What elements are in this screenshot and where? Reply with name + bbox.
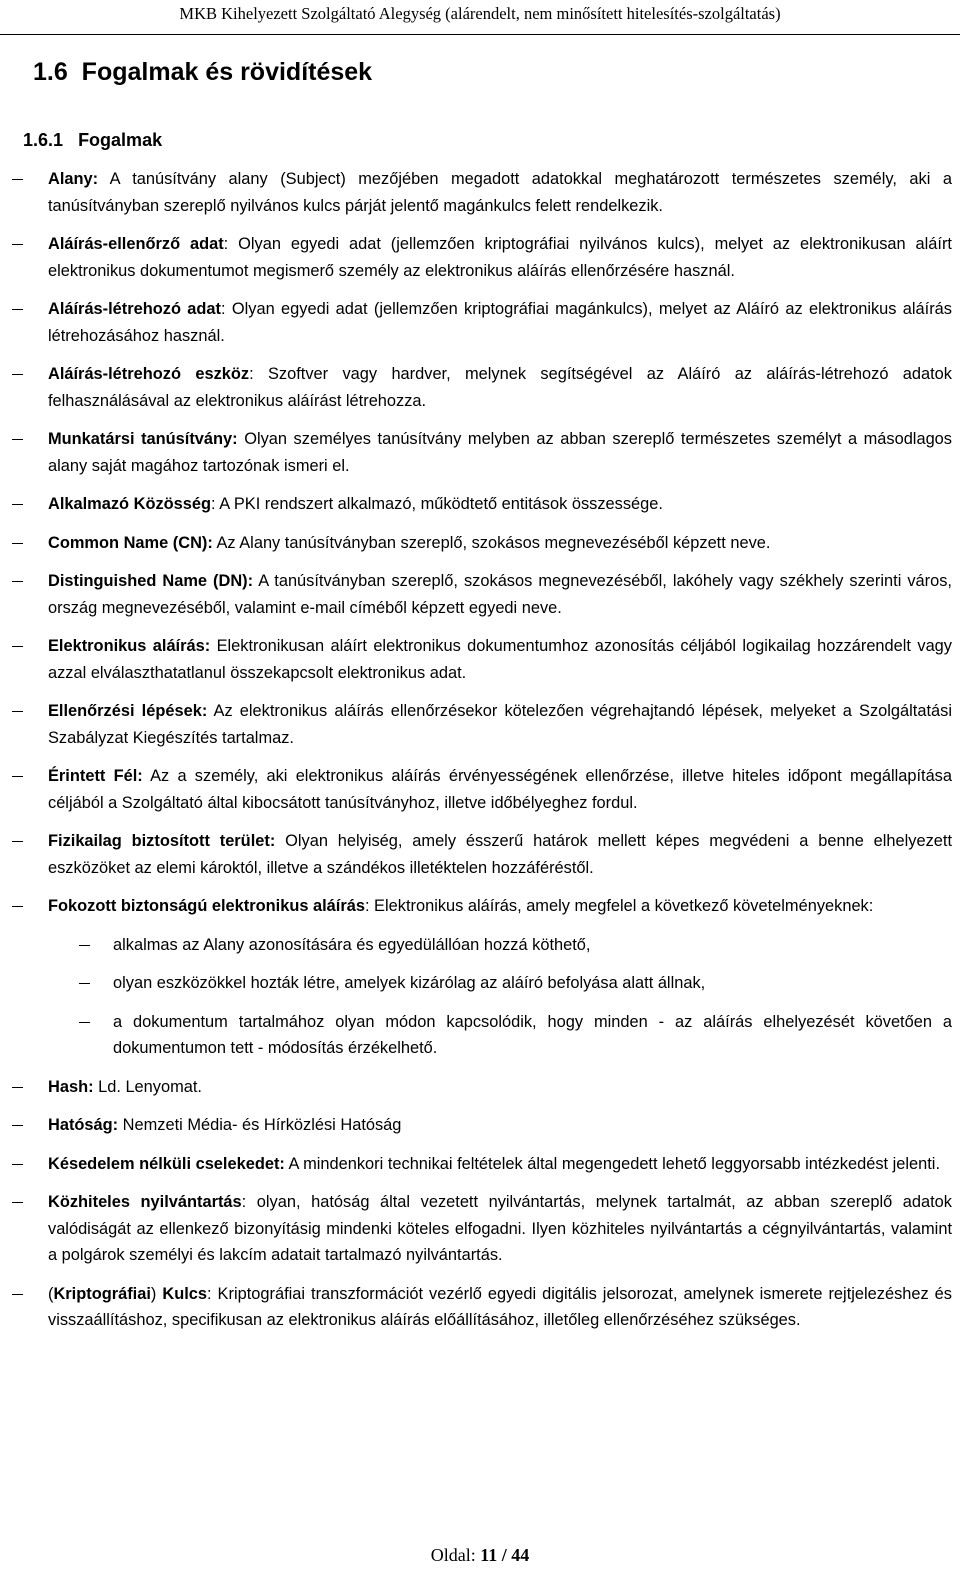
definition-term: Hatóság: [48,1116,119,1134]
definition-term: Érintett Fél: [48,767,143,785]
definition-item [0,231,952,284]
section-heading [33,58,372,87]
definition-text: Olyan helyiség, amely ésszerű határok mellett képes megvédeni a benne elhelyezett eszközöket az elemi károktól, illetve a szándékos illetéktelen hozzáféréstől. [48,832,952,877]
definition-text: Az elektronikus aláírás ellenőrzésekor kötelezően végrehajtandó lépések, melyeket a Szolgáltatási Szabályzat Kiegészítés tartalmaz. [48,702,952,747]
dash-bullet [12,1087,23,1088]
definition-item [0,1151,952,1178]
definition-item [0,361,952,414]
dash-bullet [12,504,23,505]
definition-term: Munkatársi tanúsítvány: [48,430,238,448]
sub-list-item [0,970,952,997]
definition-text: : olyan, hatóság által vezetett nyilvántartás, melynek tartalmát, az abban szereplő adatok valódiságát az ellenkező bizonyításig mindenki köteles elfogadni. Ilyen közhiteles nyilvántartás a cégnyilvántartás, valamint a polgárok személyi és lakcím adatait tartalmazó nyilvántartás. [48,1193,952,1264]
dash-bullet [12,841,23,842]
definition-text: : Olyan egyedi adat (jellemzően kriptográfiai magánkulcs), melyet az Aláíró az elektronikus aláírás létrehozásához használ. [48,300,952,345]
definition-term: Kriptográfiai [53,1284,151,1303]
definition-term: Common Name (CN): [48,533,213,552]
definition-text: : Olyan egyedi adat (jellemzően kriptográfiai nyilvános kulcs), melyet az elektronikusan aláírt elektronikus dokumentumot megismerő személy az elektronikus aláírás ellenőrzésére használ. [48,235,952,280]
dash-bullet [12,1294,23,1295]
definition-term: Alkalmazó Közösség [48,495,212,513]
definition-term: Elektronikus aláírás: [48,637,211,655]
definition-text: : Kriptográfiai transzformációt vezérlő egyedi digitális jelsorozat, amelynek ismerete rejtjelezéshez és visszaállításhoz, specifikusan az elektronikus aláírás előállításához, illetőleg ellenőrzéséhez szükséges. [48,1284,952,1329]
page-total: 44 [511,1545,530,1565]
dash-bullet [12,906,23,907]
definition-text: : Elektronikus aláírás, amely megfelel a következő követelményeknek: [364,897,874,915]
section-number: 1.6 [33,58,68,86]
dash-bullet [79,1022,90,1023]
definition-item [0,828,952,881]
dash-bullet [12,309,23,310]
definition-item [0,1112,952,1139]
page-number: 11 [480,1545,498,1565]
definition-term: Alany: [48,170,99,188]
definition-term: Ellenőrzési lépések: [48,702,208,720]
dash-bullet [12,179,23,180]
page-footer [0,1545,960,1566]
sub-list-text: a dokumentum tartalmához olyan módon kapcsolódik, hogy minden - az aláírás elhelyezését követően a dokumentumon tett - módosítás érzékelhető. [113,1012,952,1057]
subsection-number: 1.6.1 [23,130,64,150]
subsection-heading [23,130,162,151]
sub-list-text: alkalmas az Alany azonosítására és egyedülállóan hozzá köthető, [113,935,591,954]
sub-list-text: olyan eszközökkel hozták létre, amelyek kizárólag az aláíró befolyása alatt állnak, [113,974,706,992]
dash-bullet [79,983,90,984]
definition-text: A tanúsítvány alany (Subject) mezőjében megadott adatokkal meghatározott természetes személy, aki a tanúsítványban szereplő nyilvános kulcs párját jelentő magánkulcs felett rendelkezik. [48,170,952,215]
definition-term: Közhiteles nyilvántartás [48,1193,242,1211]
page-label: Oldal: [430,1545,481,1565]
definition-item [0,698,952,751]
definition-item [0,568,952,621]
subsection-title: Fogalmak [78,130,163,150]
definition-term: Aláírás-létrehozó adat [48,300,222,318]
definition-item [0,530,952,557]
dash-bullet [12,374,23,375]
page-separator: / [497,1545,512,1565]
definition-text: Ld. Lenyomat. [93,1077,202,1096]
definition-item [0,633,952,686]
section-title: Fogalmak és rövidítések [81,58,373,86]
definition-item [0,426,952,479]
definition-text: Az a személy, aki elektronikus aláírás érvényességének ellenőrzése, illetve hiteles időpont megállapítása céljából a Szolgáltató által kibocsátott tanúsítványhoz, illetve időbélyeghez fordul. [48,767,952,812]
definition-item [0,1074,952,1101]
dash-bullet [12,711,23,712]
dash-bullet [12,1164,23,1165]
definition-item [0,763,952,816]
dash-bullet [12,646,23,647]
definition-text: : A PKI rendszert alkalmazó, működtető entitások összessége. [211,495,663,513]
dash-bullet [12,776,23,777]
definition-item [0,893,952,920]
definition-item [0,1189,952,1269]
definition-term: Hash: [48,1077,94,1096]
definition-term-2: Kulcs [162,1284,208,1303]
definition-term: Fokozott biztonságú elektronikus aláírás [48,897,365,915]
definition-text: Nemzeti Média- és Hírközlési Hatóság [118,1116,402,1134]
dash-bullet [12,439,23,440]
definition-item [0,1281,952,1334]
dash-bullet [12,581,23,582]
dash-bullet [12,1125,23,1126]
definition-text: : Szoftver vagy hardver, melynek segítségével az Aláíró az aláírás-létrehozó adatok felhasználásával az elektronikus aláírást létrehozza. [48,365,952,410]
dash-bullet [12,543,23,544]
definition-text: A tanúsítványban szereplő, szokásos megnevezéséből, lakóhely vagy székhely szerinti város, ország megnevezéséből, valamint e-mail címéből képzett egyedi neve. [48,572,952,617]
dash-bullet [79,945,90,946]
dash-bullet [12,1202,23,1203]
definition-item [0,491,952,518]
definition-text: Olyan személyes tanúsítvány melyben az abban szereplő természetes személyt a másodlagos alany saját magához tartozónak ismeri el. [48,430,952,475]
definition-term: Aláírás-létrehozó eszköz [48,365,250,383]
definition-text: Elektronikusan aláírt elektronikus dokumentumhoz azonosítás céljából logikailag hozzárendelt vagy azzal elválaszthatatlanul összekapcsolt elektronikus adat. [48,637,952,682]
definition-term: Fizikailag biztosított terület: [48,832,276,850]
paren-close: ) [150,1284,163,1303]
definition-item [0,296,952,349]
sub-list-item [0,932,952,959]
definition-item [0,166,952,219]
definition-term: Distinguished Name (DN): [48,572,254,590]
definition-text: A mindenkori technikai feltételek által megengedett lehető leggyorsabb intézkedést jelenti. [284,1154,941,1173]
page-header: MKB Kihelyezett Szolgáltató Alegység (alárendelt, nem minősített hitelesítés-szolgáltatás) [0,0,960,35]
definitions-list [0,166,960,1346]
sub-list-item [0,1009,952,1062]
paren-open: ( [48,1284,54,1303]
definition-text: Az Alany tanúsítványban szereplő, szokásos megnevezéséből képzett neve. [212,533,771,552]
definition-term: Aláírás-ellenőrző adat [48,235,224,253]
dash-bullet [12,244,23,245]
definition-term: Késedelem nélküli cselekedet: [48,1154,285,1173]
